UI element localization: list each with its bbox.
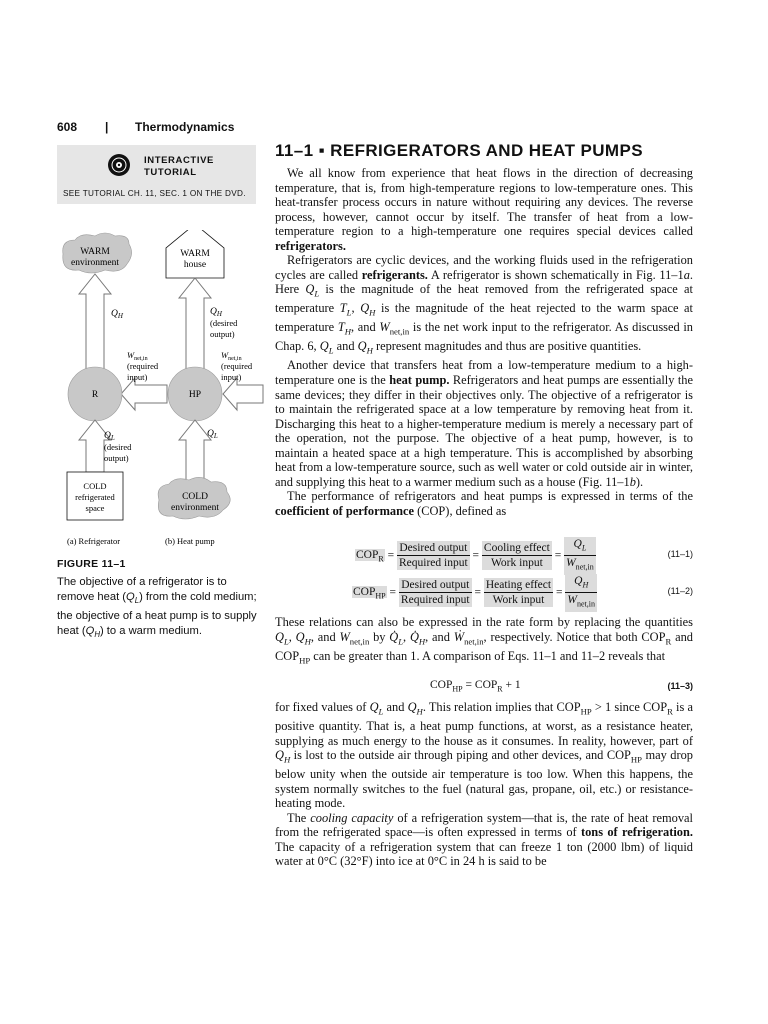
svg-text:(desired: (desired xyxy=(104,442,132,452)
paragraph-2: Refrigerators are cyclic devices, and the working fluids used in the refrigeration cycles are called refrigerants. A refrigerator is shown schematically in Fig. 11–1a. Here $Q_L$ is the magnitude of the heat removed from the refrigerated space at temperature $T_L$, $Q_H$ is the magnitude of the heat rejected to the warm space at temperature $T_H$, and $W_{net,in}$ is the net work input to the refrigerator. As discussed in Chap. 6, $Q_L$ and $Q_H$ represent magnitudes and thus are positive quantities. xyxy=(275,253,694,356)
svg-text:COLD: COLD xyxy=(83,481,107,491)
paragraph-3: Another device that transfers heat from a low-temperature medium to a high-temperature one is the heat pump. Refrigerators and heat pumps are essentially the same devices; they differ in their objectives only. The objective of a refrigerator is to maintain the refrigerated space at a low temperature by removing heat from it. Discharging this heat to a higher-temperature medium is merely a necessary part of the operation, not the purpose. The objective of a heat pump, however, is to maintain a heated space at a high temperature. This is accomplished by absorbing heat from a low-temperature source, such as well water or cold outside air in winter, and supplying this heat to a warmer medium such as a house (Fig. 11–1b). xyxy=(275,358,693,489)
subcaption-a: (a) Refrigerator xyxy=(67,536,121,546)
svg-text:house: house xyxy=(183,260,207,270)
warm-house xyxy=(166,230,224,278)
svg-text:(desired: (desired xyxy=(210,318,238,328)
dvd-disc-icon xyxy=(107,153,131,177)
svg-text:output): output) xyxy=(210,329,235,339)
svg-text:Wnet,in: $W_{net,in}$ xyxy=(127,350,148,362)
cold-environment-cloud xyxy=(158,477,230,519)
qh-label-a: $Q_H$ xyxy=(111,309,123,320)
paragraph-4: The performance of refrigerators and heat pumps is expressed in terms of the coefficient of performance (COP), defined as xyxy=(275,489,693,518)
svg-text:input): input) xyxy=(127,372,148,382)
qh-arrow-refrigerator xyxy=(79,274,111,374)
svg-text:environment: environment xyxy=(70,258,120,268)
tutorial-reference: SEE TUTORIAL CH. 11, SEC. 1 ON THE DVD. xyxy=(63,189,246,198)
ql-label-b: $Q_L$ xyxy=(207,429,218,440)
svg-text:QH: $Q_H$ xyxy=(210,307,222,318)
tutorial-label: INTERACTIVE TUTORIAL xyxy=(144,155,214,178)
w-arrow-heat-pump xyxy=(223,378,263,410)
svg-text:environment: environment xyxy=(170,503,220,513)
svg-text:HP: HP xyxy=(188,390,202,400)
cold-refrigerated-space-box xyxy=(67,472,123,520)
interactive-tutorial-box xyxy=(57,145,256,204)
heat-pump-circle xyxy=(168,367,222,421)
svg-text:Wnet,in: $W_{net,in}$ xyxy=(221,350,242,362)
equation-number-3: (11–3) xyxy=(667,681,693,691)
qh-label-b xyxy=(210,307,238,339)
svg-text:(required: (required xyxy=(127,361,159,371)
body-text-part-1 xyxy=(275,166,693,518)
svg-text:R: R xyxy=(91,390,99,400)
book-title: Thermodynamics xyxy=(135,120,235,134)
svg-text:refrigerated: refrigerated xyxy=(75,492,115,502)
running-header xyxy=(57,120,234,134)
subcaption-b: (b) Heat pump xyxy=(165,536,215,546)
w-label-a xyxy=(127,350,159,382)
equation-11-3: $COP_{HP} = COP_R + 1$ (11–3) xyxy=(430,679,693,694)
warm-environment-cloud xyxy=(63,233,132,273)
figure-title: FIGURE 11–1 xyxy=(57,558,126,570)
figure-caption: The objective of a refrigerator is to remove heat $(Q_L)$ from the cold medium; the objective of a heat pump is to supply heat $(Q_H)$ to a warm medium. xyxy=(57,576,257,639)
figure-11-1-diagram xyxy=(55,230,265,550)
svg-text:output): output) xyxy=(104,453,129,463)
svg-text:input): input) xyxy=(221,372,242,382)
page-number: 608 xyxy=(57,120,78,134)
paragraph-6: for fixed values of $Q_L$ and $Q_H$. This relation implies that $COP_{HP} > 1$ since $COP_R$ is a positive quantity. That is, a heat pump functions, at worst, as a resistance heater, supplying as much energy to the house as it consumes. In reality, however, part of $Q_H$ is lost to the outside air through piping and other devices, and $COP_{HP}$ may drop below unity when the outside air temperature is too low. When this happens, the system normally switches to the fuel (natural gas, propane, oil, etc.) or resistance-heating mode. xyxy=(275,700,693,811)
refrigerator-circle xyxy=(68,367,122,421)
svg-text:(required: (required xyxy=(221,361,253,371)
header-separator: | xyxy=(105,120,109,134)
svg-text:COLD: COLD xyxy=(182,492,208,502)
equation-11-1: $COP_R$ = $\frac{\text{Desired output}}{\text{Required input}}$ = $\frac{\text{Cooling effect}}{\text{Work input}}$ = $\frac{Q_L}{W_{net,in}}$ (11–1) xyxy=(275,537,693,571)
body-text-part-2 xyxy=(275,615,693,668)
section-title: 11–1 ▪ REFRIGERATORS AND HEAT PUMPS xyxy=(275,141,643,160)
paragraph-5: These relations can also be expressed in the rate form by replacing the quantities $Q_L$, $Q_H$, and $W_{net,in}$ by $Q̇_L$, $Q̇_H$, and Ẇ$_{net,in}$, respectively. Notice that both $COP_R$ and $COP_{HP}$ can be greater than 1. A comparison of Eqs. 11–1 and 11–2 reveals that xyxy=(275,615,693,666)
svg-text:QL: $Q_L$ xyxy=(104,431,115,442)
body-text-part-3 xyxy=(275,700,693,869)
paragraph-1: We all know from experience that heat flows in the direction of decreasing temperature, that is, from high-temperature regions to low-temperature ones. This heat-transfer process occurs in nature without requiring any devices. The reverse process, however, cannot occur by itself. The transfer of heat from a low-temperature region to a high-temperature one requires special devices called refrigerators. xyxy=(275,166,693,253)
w-arrow-refrigerator xyxy=(121,378,167,410)
svg-text:WARM: WARM xyxy=(180,249,210,259)
equation-number-2: (11–2) xyxy=(667,586,693,596)
paragraph-7: The cooling capacity of a refrigeration system—that is, the rate of heat removal from the refrigerated space—is often expressed in terms of tons of refrigeration. The capacity of a refrigeration system that can freeze 1 ton (2000 lbm) of liquid water at 0°C (32°F) into ice at 0°C in 24 h is said to be xyxy=(275,810,693,869)
equation-11-2: $COP_{HP}$ = $\frac{\text{Desired output}}{\text{Required input}}$ = $\frac{\text{Heating effect}}{\text{Work input}}$ = $\frac{Q_H}{W_{net,in}}$ (11–2) xyxy=(275,574,693,608)
equation-number-1: (11–1) xyxy=(667,549,693,559)
svg-text:space: space xyxy=(85,503,105,513)
w-label-b xyxy=(221,350,253,382)
ql-label-a xyxy=(104,431,132,463)
svg-text:WARM: WARM xyxy=(80,247,110,257)
qh-arrow-heat-pump xyxy=(179,278,211,374)
